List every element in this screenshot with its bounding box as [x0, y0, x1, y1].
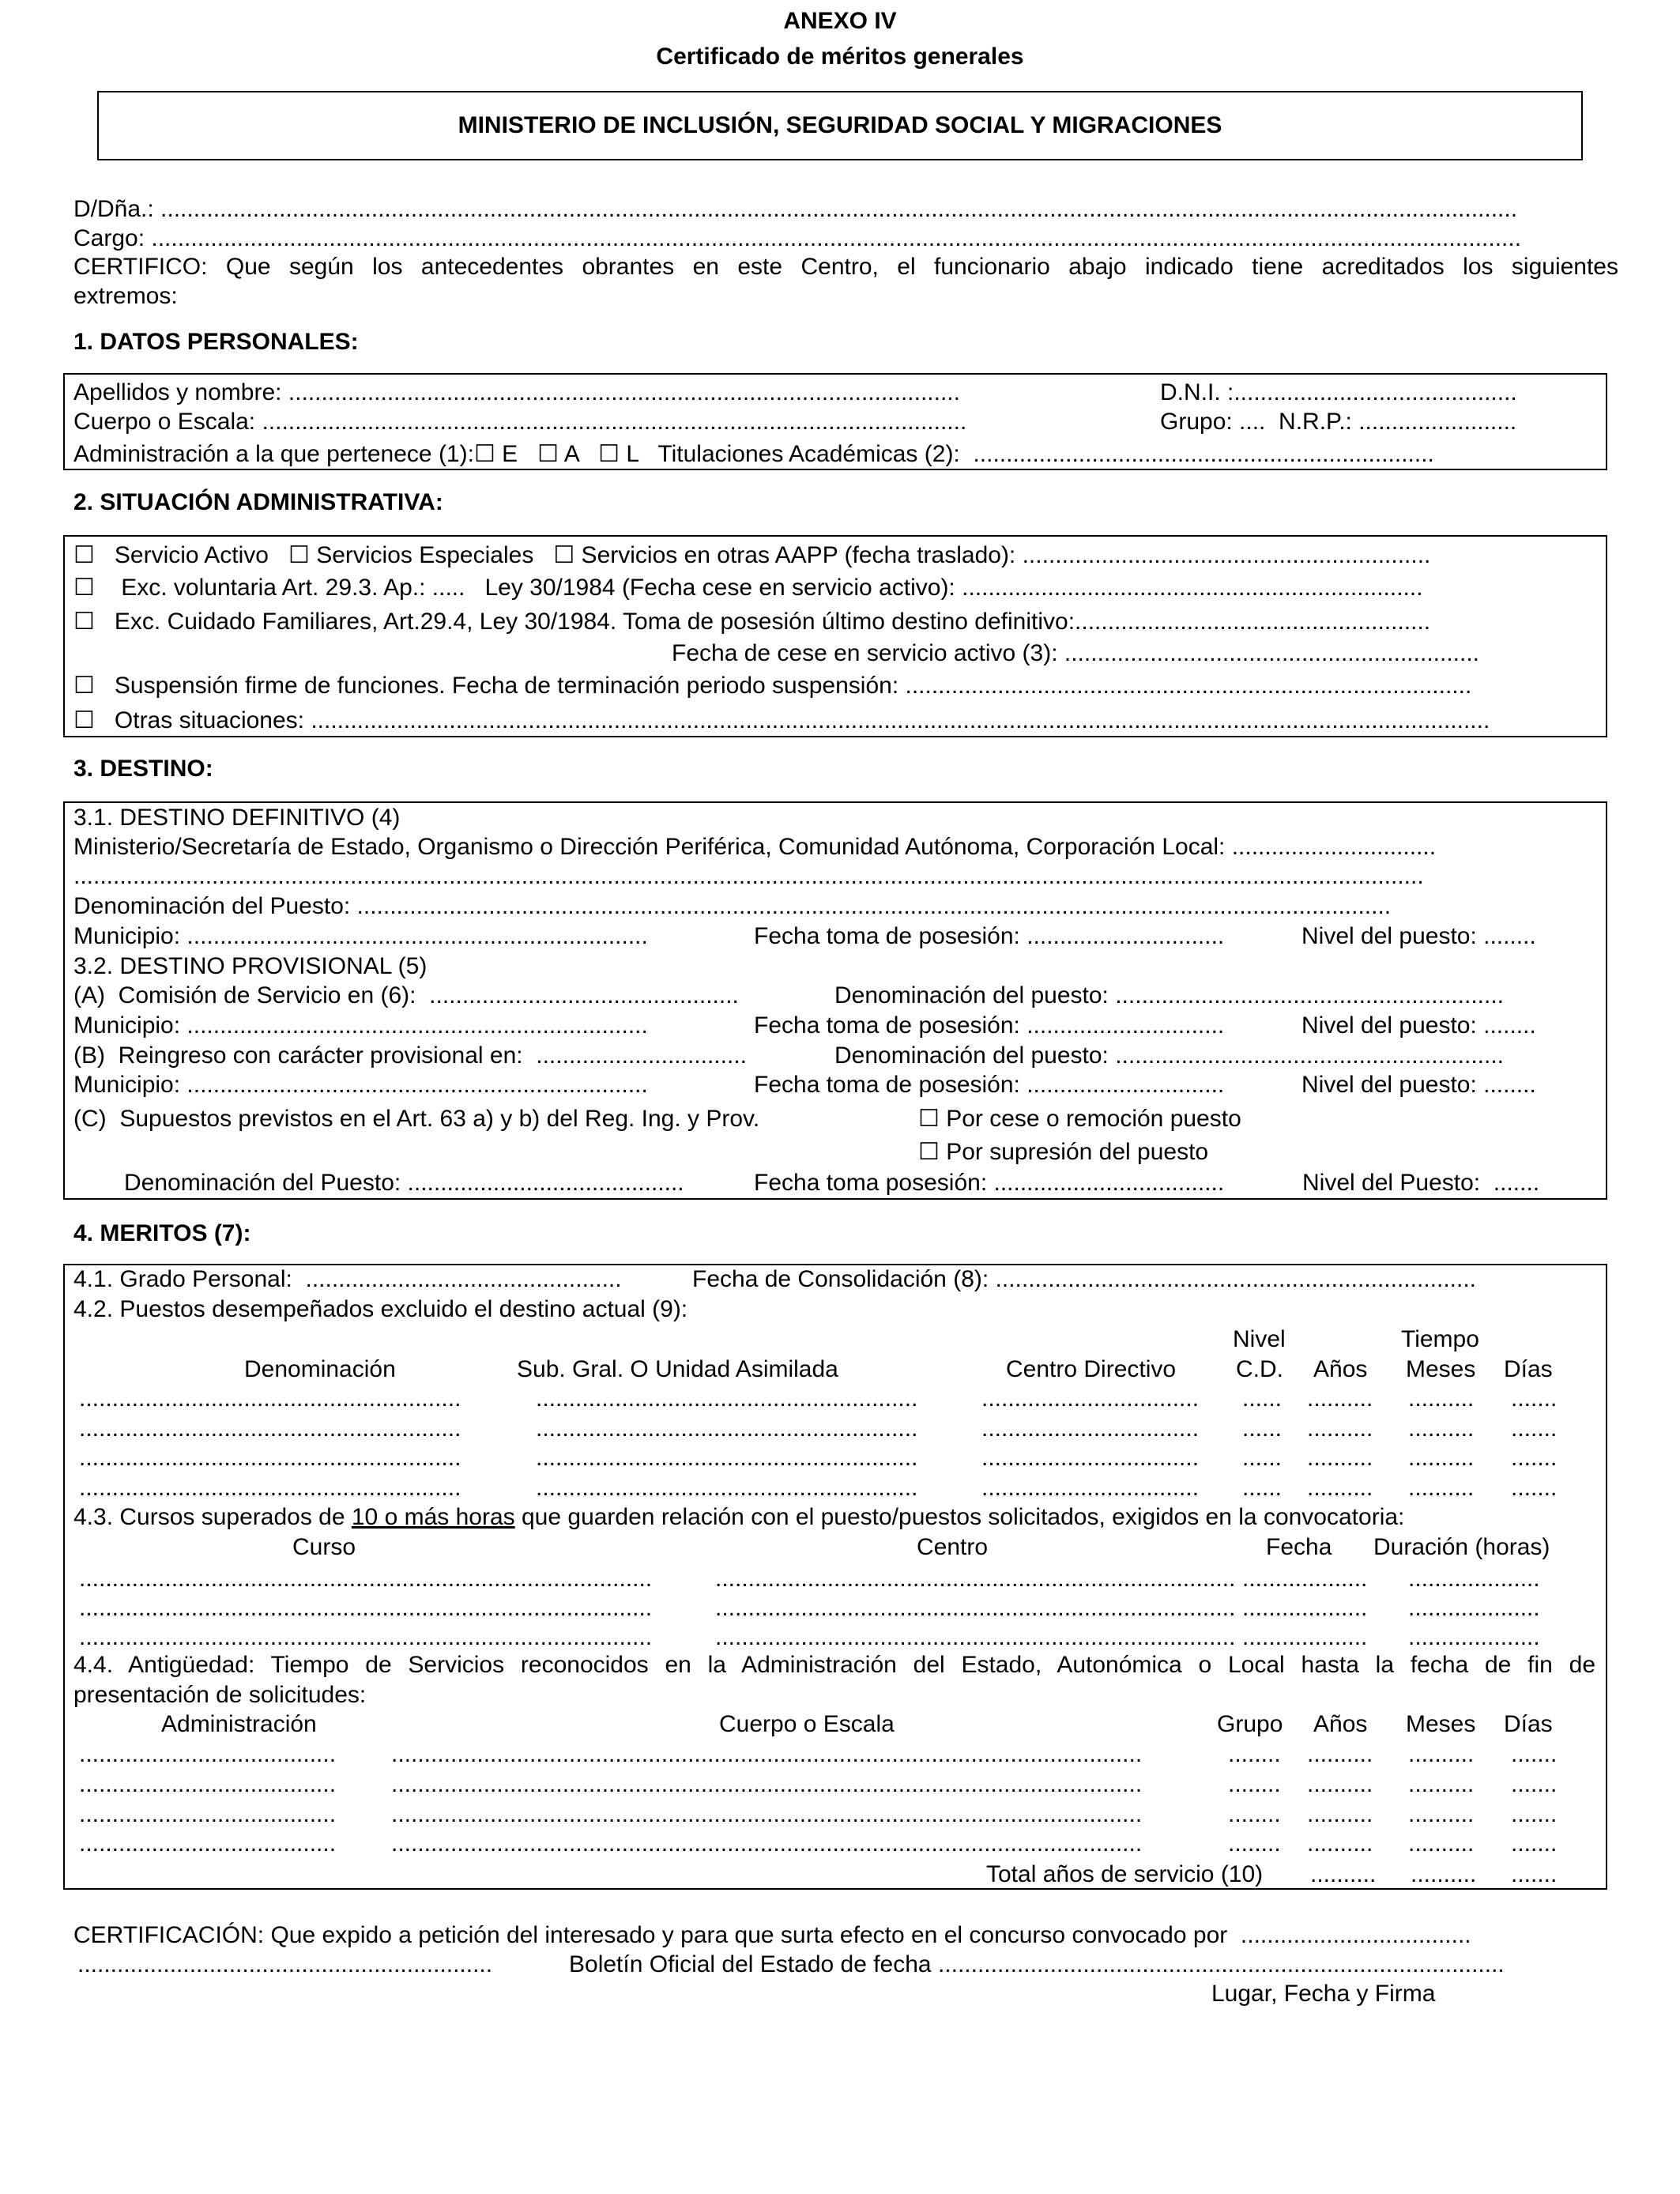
- antiguedad-row-4-col-5: ..........: [1408, 1830, 1475, 1857]
- municipio-b-field: Municipio: ......................................................................: [73, 1072, 648, 1098]
- header-sub-gral: Sub. Gral. O Unidad Asimilada: [517, 1356, 838, 1382]
- header-anos: Años: [1313, 1356, 1368, 1382]
- cursos-row-2-col-2: ...............................................................................: [715, 1595, 1236, 1621]
- por-supresion-checkbox[interactable]: ☐ Por supresión del puesto: [918, 1139, 1209, 1165]
- puestos-row-1-col-6: ..........: [1408, 1385, 1475, 1412]
- antiguedad-row-3-col-4: ..........: [1307, 1801, 1373, 1827]
- antiguedad-row-1-col-2: ..................................................................................................................: [391, 1741, 1143, 1767]
- antiguedad-row-3-col-6: .......: [1511, 1801, 1558, 1827]
- boletin-fecha: Boletín Oficial del Estado de fecha ......................................................................................: [569, 1951, 1505, 1977]
- section-title-situacion-administrativa: 2. SITUACIÓN ADMINISTRATIVA:: [73, 489, 443, 515]
- antiguedad-row-1-col-1: .......................................: [79, 1741, 337, 1767]
- puestos-row-3-col-1: ..........................................................: [79, 1445, 461, 1471]
- certifico-text-cont: extremos:: [73, 283, 178, 309]
- antiguedad-row-1-col-4: ..........: [1307, 1741, 1373, 1767]
- cursos-row-3-col-1: .......................................................................................: [79, 1624, 653, 1650]
- puestos-row-4-col-7: .......: [1511, 1475, 1558, 1501]
- header-anos-2: Años: [1313, 1711, 1368, 1737]
- header-centro: Centro: [917, 1534, 989, 1560]
- section-title-destino: 3. DESTINO:: [73, 756, 213, 782]
- puestos-row-3-col-4: ......: [1242, 1445, 1283, 1471]
- puestos-row-2-col-7: .......: [1511, 1416, 1558, 1442]
- comision-servicio-field: (A) Comisión de Servicio en (6): ...............................................: [73, 982, 739, 1008]
- antiguedad-row-3-col-3: ........: [1228, 1801, 1281, 1827]
- denominacion-puesto-c-field: Denominación del Puesto: ..........................................: [124, 1170, 684, 1196]
- antiguedad-row-3-col-2: ..................................................................................................................: [391, 1801, 1143, 1827]
- header-dias: Días: [1504, 1356, 1553, 1382]
- ministry-name: MINISTERIO DE INCLUSIÓN, SEGURIDAD SOCIAL Y MIGRACIONES: [458, 112, 1222, 138]
- reingreso-field: (B) Reingreso con carácter provisional en: ................................: [73, 1042, 747, 1069]
- header-administracion: Administración: [161, 1711, 317, 1737]
- municipio-field: Municipio: ......................................................................: [73, 923, 648, 949]
- puestos-row-4-col-1: ..........................................................: [79, 1475, 461, 1501]
- puestos-row-1-col-5: ..........: [1307, 1385, 1373, 1412]
- municipio-a-field: Municipio: ......................................................................: [73, 1012, 648, 1039]
- header-meses-2: Meses: [1406, 1711, 1476, 1737]
- denominacion-puesto-b-field: Denominación del puesto: ...........................................................: [834, 1042, 1504, 1069]
- antiguedad-heading-cont: presentación de solicitudes:: [73, 1682, 367, 1708]
- header-dias-2: Días: [1504, 1711, 1553, 1737]
- antiguedad-row-4-col-2: ..................................................................................................................: [391, 1830, 1143, 1857]
- antiguedad-row-1-col-6: .......: [1511, 1741, 1558, 1767]
- antiguedad-row-3-col-5: ..........: [1408, 1801, 1475, 1827]
- puestos-row-2-col-3: .................................: [981, 1416, 1200, 1442]
- header-cd: C.D.: [1236, 1356, 1283, 1382]
- fecha-toma-c-field: Fecha toma posesión: ...................................: [754, 1170, 1225, 1196]
- administracion-field: Administración a la que pertenece (1):☐ E ☐ A ☐ L Titulaciones Académicas (2): ......................................................................: [73, 441, 1434, 467]
- antiguedad-row-4-col-3: ........: [1228, 1830, 1281, 1857]
- situacion-line-4: Fecha de cese en servicio activo (3): ...............................................................: [672, 640, 1479, 666]
- antiguedad-row-1-col-5: ..........: [1408, 1741, 1475, 1767]
- cursos-row-2-col-1: .......................................................................................: [79, 1595, 653, 1621]
- section-title-meritos: 4. MERITOS (7):: [73, 1220, 251, 1246]
- cursos-row-1-col-1: .......................................................................................: [79, 1566, 653, 1592]
- antiguedad-row-1-col-3: ........: [1228, 1741, 1281, 1767]
- puestos-row-4-col-3: .................................: [981, 1475, 1200, 1501]
- header-meses: Meses: [1406, 1356, 1476, 1382]
- antiguedad-row-2-col-6: .......: [1511, 1771, 1558, 1797]
- cursos-row-3-col-2: ...............................................................................: [715, 1624, 1236, 1650]
- nivel-puesto-field: Nivel del puesto: ........: [1301, 923, 1536, 949]
- situacion-line-3: ☐ Exc. Cuidado Familiares, Art.29.4, Ley 30/1984. Toma de posesión último destino definitivo:......................................................: [73, 609, 1431, 635]
- total-anos-value: ..........: [1310, 1861, 1377, 1887]
- cursos-underlined: 10 o más horas: [351, 1504, 515, 1530]
- d-dna-field: D/Dña.: ..............................................................................................................................................................................................................: [73, 196, 1518, 222]
- cursos-heading: 4.3. Cursos superados de 10 o más horas que guarden relación con el puesto/puestos solicitados, exigidos en la convocatoria:: [73, 1504, 1405, 1530]
- puestos-row-2-col-6: ..........: [1408, 1416, 1475, 1442]
- puestos-row-2-col-1: ..........................................................: [79, 1416, 461, 1442]
- certifico-text: CERTIFICO: Que según los antecedentes obrantes en este Centro, el funcionario abajo indicado tiene acreditados los siguientes: [73, 254, 1618, 280]
- antiguedad-row-4-col-4: ..........: [1307, 1830, 1373, 1857]
- nivel-puesto-b-field: Nivel del puesto: ........: [1301, 1072, 1536, 1098]
- total-anos-label: Total años de servicio (10): [986, 1861, 1264, 1887]
- antiguedad-heading: 4.4. Antigüedad: Tiempo de Servicios reconocidos en la Administración del Estado, Autonómica o Local hasta la fecha de fin de: [73, 1652, 1595, 1678]
- annex-title: ANEXO IV: [783, 8, 897, 34]
- antiguedad-row-2-col-3: ........: [1228, 1771, 1281, 1797]
- antiguedad-row-4-col-6: .......: [1511, 1830, 1558, 1857]
- cursos-row-3-col-4: ....................: [1408, 1624, 1540, 1650]
- cursos-row-3-col-3: ...................: [1242, 1624, 1368, 1650]
- puestos-row-1-col-3: .................................: [981, 1385, 1200, 1412]
- antiguedad-row-4-col-1: .......................................: [79, 1830, 337, 1857]
- por-cese-checkbox[interactable]: ☐ Por cese o remoción puesto: [918, 1106, 1241, 1132]
- antiguedad-row-2-col-2: ..................................................................................................................: [391, 1771, 1143, 1797]
- grupo-nrp-field: Grupo: .... N.R.P.: ........................: [1160, 409, 1517, 435]
- cursos-row-1-col-2: ...............................................................................: [715, 1566, 1236, 1592]
- supuestos-field: (C) Supuestos previstos en el Art. 63 a) y b) del Reg. Ing. y Prov.: [73, 1106, 760, 1132]
- situacion-line-2: ☐ Exc. voluntaria Art. 29.3. Ap.: ..... Ley 30/1984 (Fecha cese en servicio activo): ......................................................................: [73, 575, 1423, 601]
- nivel-puesto-a-field: Nivel del puesto: ........: [1301, 1012, 1536, 1039]
- puestos-row-1-col-1: ..........................................................: [79, 1385, 461, 1412]
- cursos-row-2-col-4: ....................: [1408, 1595, 1540, 1621]
- destino-provisional-heading: 3.2. DESTINO PROVISIONAL (5): [73, 953, 428, 979]
- fecha-toma-b-field: Fecha toma de posesión: ..............................: [754, 1072, 1225, 1098]
- antiguedad-row-2-col-4: ..........: [1307, 1771, 1373, 1797]
- header-duracion: Duración (horas): [1373, 1534, 1550, 1560]
- destino-definitivo-heading: 3.1. DESTINO DEFINITIVO (4): [73, 805, 401, 831]
- puestos-row-3-col-2: ..........................................................: [536, 1445, 918, 1471]
- puestos-row-3-col-6: ..........: [1408, 1445, 1475, 1471]
- antiguedad-row-2-col-5: ..........: [1408, 1771, 1475, 1797]
- puestos-desempenados-heading: 4.2. Puestos desempeñados excluido el destino actual (9):: [73, 1296, 688, 1322]
- puestos-row-4-col-4: ......: [1242, 1475, 1283, 1501]
- cuerpo-field: Cuerpo o Escala: ...........................................................................................................: [73, 409, 967, 435]
- header-tiempo: Tiempo: [1401, 1326, 1479, 1352]
- puestos-row-2-col-4: ......: [1242, 1416, 1283, 1442]
- cursos-row-2-col-3: ...................: [1242, 1595, 1368, 1621]
- cursos-row-1-col-3: ...................: [1242, 1566, 1368, 1592]
- header-cuerpo-escala: Cuerpo o Escala: [719, 1711, 895, 1737]
- puestos-row-1-col-4: ......: [1242, 1385, 1283, 1412]
- dni-field: D.N.I. :...........................................: [1160, 379, 1517, 405]
- certificacion-text: CERTIFICACIÓN: Que expido a petición del interesado y para que surta efecto en el concurso convocado por ...................................: [73, 1922, 1471, 1948]
- puestos-row-2-col-2: ..........................................................: [536, 1416, 918, 1442]
- header-curso: Curso: [292, 1534, 356, 1560]
- situacion-line-5: ☐ Suspensión firme de funciones. Fecha de terminación periodo suspensión: ......................................................................................: [73, 673, 1472, 699]
- apellidos-field: Apellidos y nombre: ......................................................................................................: [73, 379, 960, 405]
- situacion-line-6: ☐ Otras situaciones: ...................................................................................................................................................................................: [73, 707, 1490, 733]
- puestos-row-1-col-7: .......: [1511, 1385, 1558, 1412]
- cargo-field: Cargo: ................................................................................................................................................................................................................: [73, 225, 1522, 251]
- total-dias-value: .......: [1511, 1861, 1558, 1887]
- cursos-row-1-col-4: ....................: [1408, 1566, 1540, 1592]
- certificacion-cont-dots: ...............................................................: [77, 1951, 493, 1977]
- nivel-puesto-c-field: Nivel del Puesto: .......: [1302, 1170, 1540, 1196]
- antiguedad-row-2-col-1: .......................................: [79, 1771, 337, 1797]
- denominacion-puesto-a-field: Denominación del puesto: ...........................................................: [834, 982, 1504, 1008]
- header-grupo: Grupo: [1217, 1711, 1283, 1737]
- denominacion-puesto-field: Denominación del Puesto: .............................................................................................................................................................: [73, 893, 1392, 919]
- header-denominacion: Denominación: [244, 1356, 396, 1382]
- header-fecha: Fecha: [1266, 1534, 1332, 1560]
- header-nivel: Nivel: [1233, 1326, 1286, 1352]
- grado-personal-field: 4.1. Grado Personal: ................................................: [73, 1266, 622, 1292]
- situacion-line-1: ☐ Servicio Activo ☐ Servicios Especiales ☐ Servicios en otras AAPP (fecha traslado): ..............................................................: [73, 542, 1431, 568]
- header-centro-directivo: Centro Directivo: [1006, 1356, 1177, 1382]
- puestos-row-3-col-3: .................................: [981, 1445, 1200, 1471]
- fecha-toma-a-field: Fecha toma de posesión: ..............................: [754, 1012, 1225, 1039]
- destino-ministerio-cont: .............................................................................................................................................................................................................: [73, 863, 1424, 889]
- puestos-row-2-col-5: ..........: [1307, 1416, 1373, 1442]
- puestos-row-3-col-5: ..........: [1307, 1445, 1373, 1471]
- antiguedad-row-3-col-1: .......................................: [79, 1801, 337, 1827]
- document-subtitle: Certificado de méritos generales: [656, 43, 1024, 70]
- total-meses-value: ..........: [1411, 1861, 1477, 1887]
- fecha-consolidacion-field: Fecha de Consolidación (8): .........................................................................: [692, 1266, 1476, 1292]
- puestos-row-1-col-2: ..........................................................: [536, 1385, 918, 1412]
- puestos-row-4-col-2: ..........................................................: [536, 1475, 918, 1501]
- puestos-row-4-col-5: ..........: [1307, 1475, 1373, 1501]
- puestos-row-3-col-7: .......: [1511, 1445, 1558, 1471]
- lugar-fecha-firma: Lugar, Fecha y Firma: [1211, 1981, 1436, 2007]
- destino-ministerio-field: Ministerio/Secretaría de Estado, Organismo o Dirección Periférica, Comunidad Autónoma, Corporación Local: ...............................: [73, 834, 1437, 860]
- fecha-toma-field: Fecha toma de posesión: ..............................: [754, 923, 1225, 949]
- section-title-datos-personales: 1. DATOS PERSONALES:: [73, 329, 359, 355]
- puestos-row-4-col-6: ..........: [1408, 1475, 1475, 1501]
